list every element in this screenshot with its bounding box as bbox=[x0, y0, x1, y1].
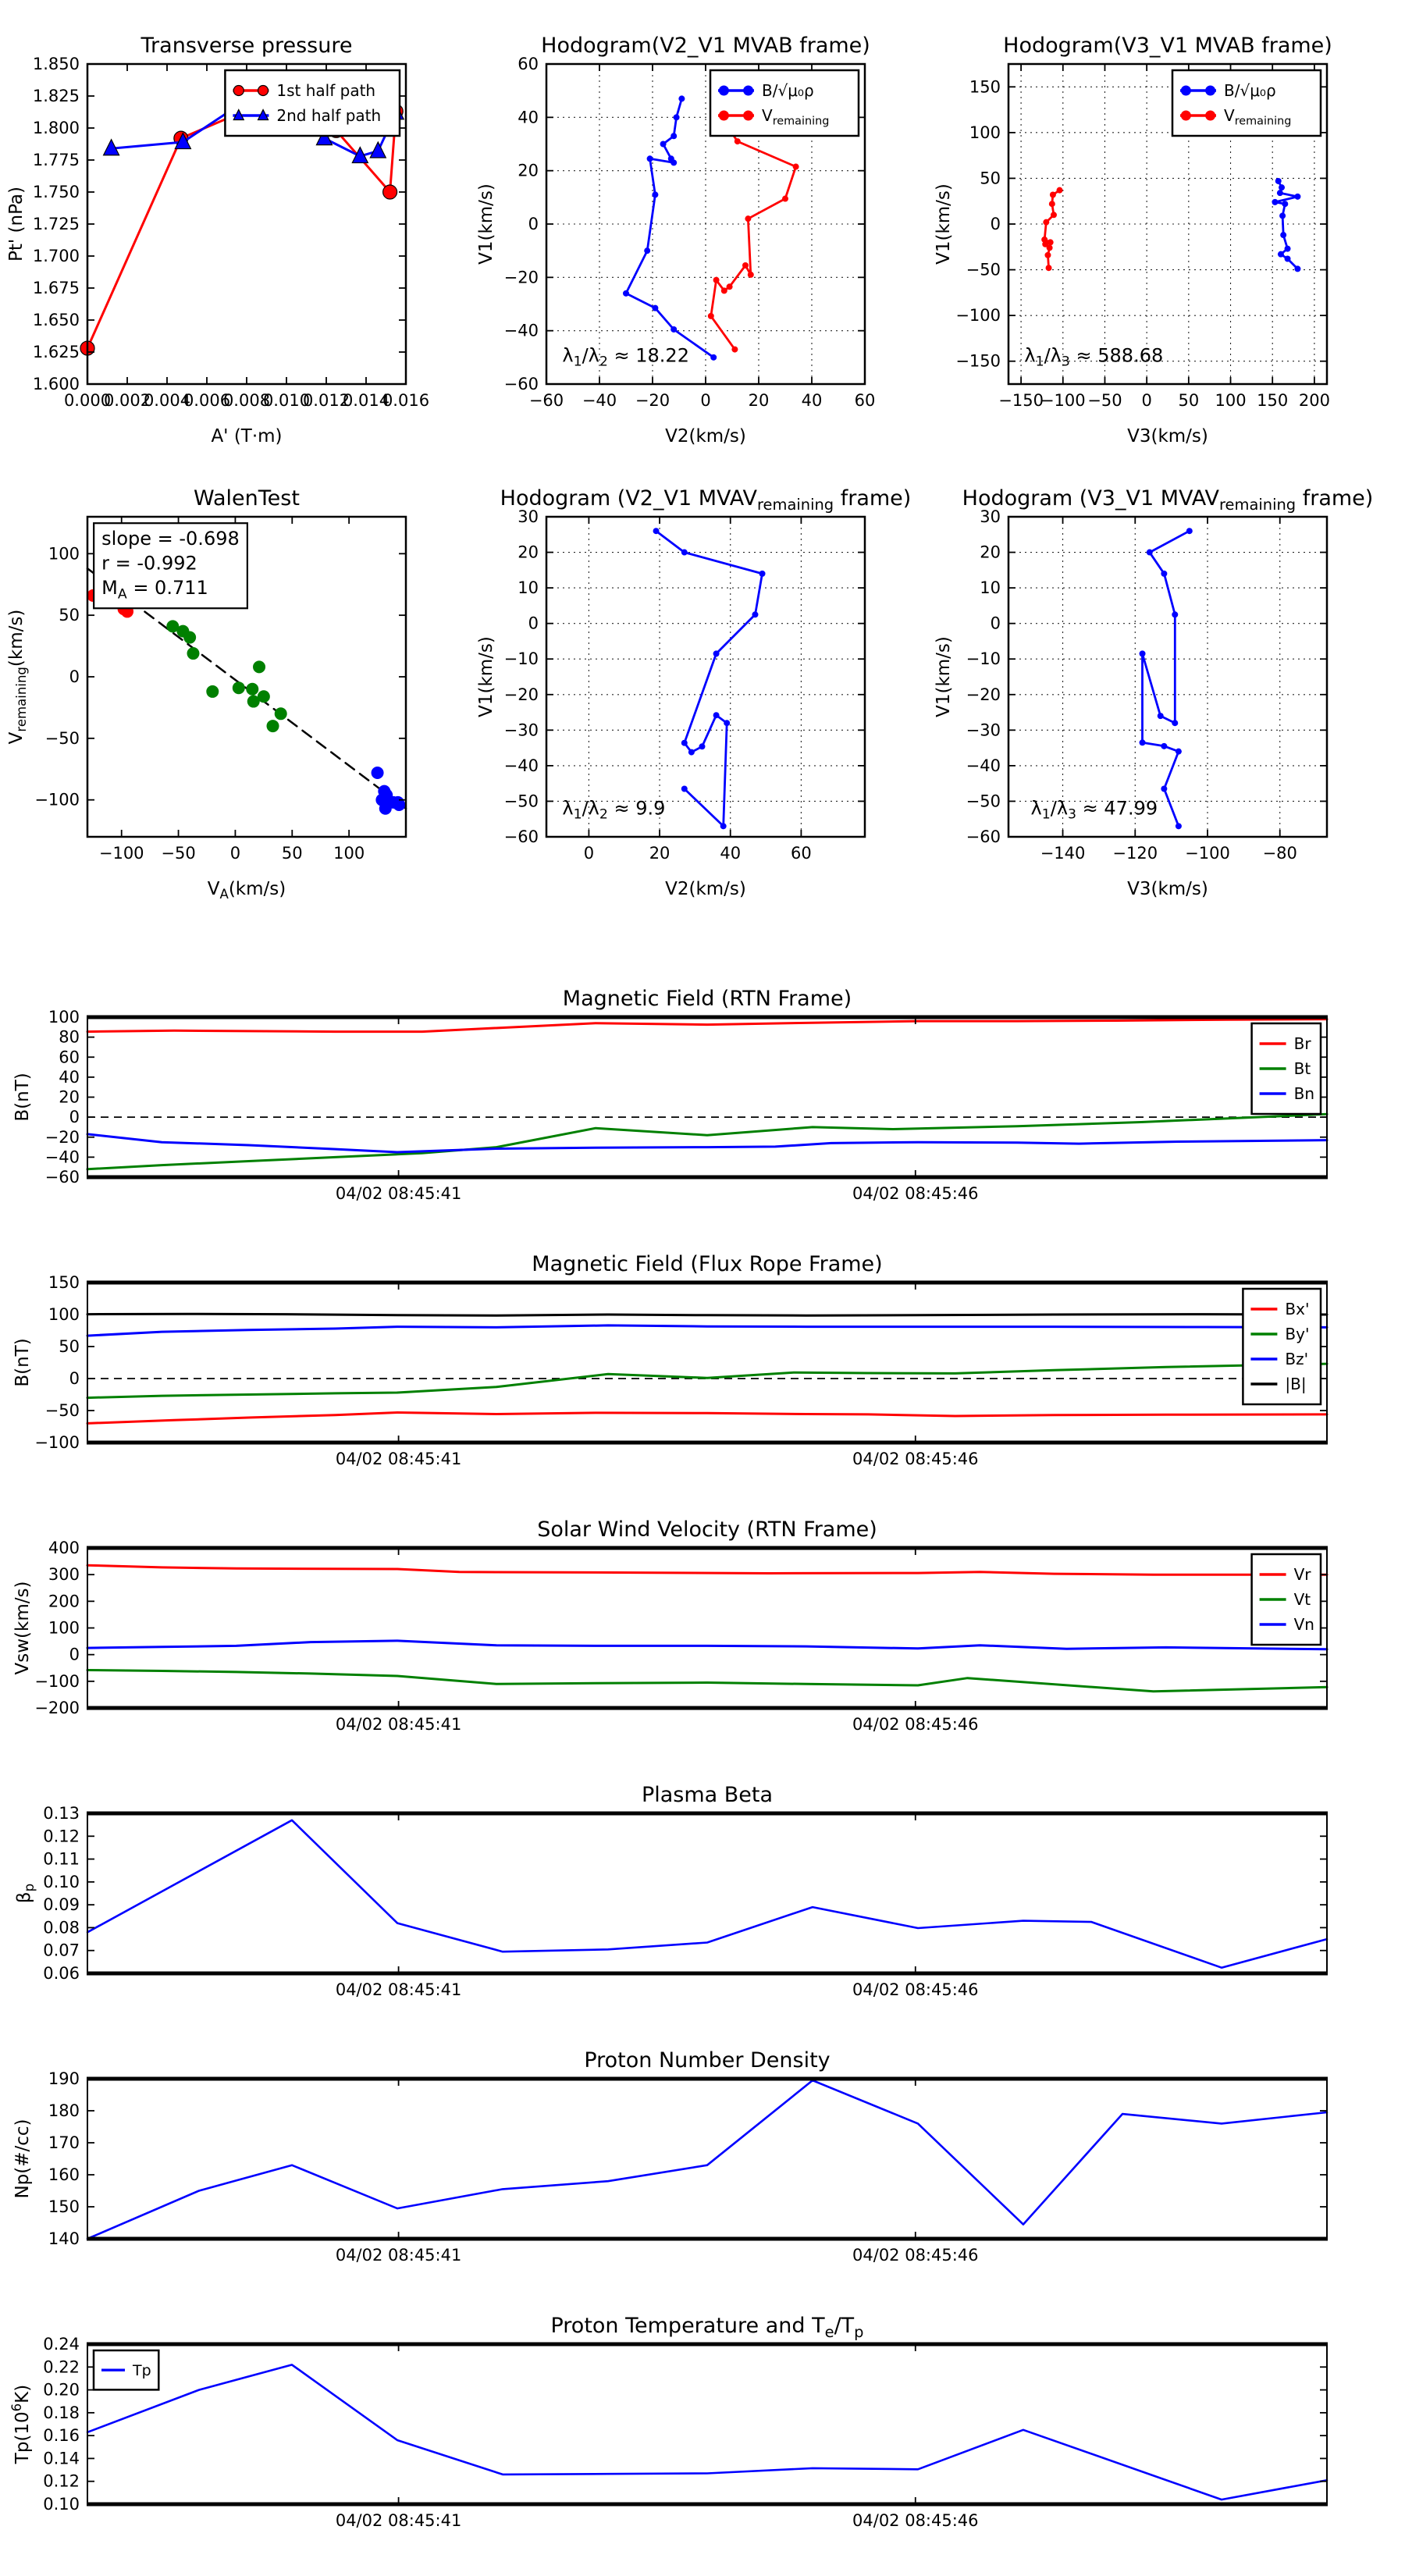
x-axis-label: $V_A(km/s)$ bbox=[207, 879, 286, 902]
plot-area bbox=[87, 2079, 1327, 2239]
chart-title: Hodogram (V3_V1 $MVAV_{remaining}$ frame) bbox=[962, 486, 1374, 514]
y-tick-label: 1.775 bbox=[32, 151, 80, 169]
y-tick-label: 40 bbox=[518, 108, 539, 127]
panel-plasma-beta bbox=[0, 1767, 1405, 2031]
series-line-Bx-prime bbox=[87, 1413, 1327, 1424]
x-tick-label: 04/02 08:45:41 bbox=[335, 1184, 462, 1203]
y-tick-label: −20 bbox=[503, 685, 539, 704]
plot-area bbox=[87, 1017, 1327, 1177]
x-tick-label: 20 bbox=[748, 391, 770, 410]
y-tick-label: 190 bbox=[48, 2069, 80, 2088]
y-axis-label: Pt' (nPa) bbox=[6, 187, 27, 262]
axis-ticks bbox=[43, 2335, 1327, 2530]
gridlines bbox=[546, 517, 865, 837]
y-tick-label: 20 bbox=[59, 1087, 80, 1107]
y-tick-label: 1.850 bbox=[32, 55, 80, 73]
series-line-Tp bbox=[87, 2361, 1327, 2500]
legend-label: B/√μ₀ρ bbox=[1224, 81, 1276, 100]
axis-ticks bbox=[504, 507, 865, 863]
legend-label: Vt bbox=[1293, 1590, 1311, 1609]
series-line-Vn bbox=[87, 1641, 1327, 1649]
y-tick-label: 200 bbox=[48, 1592, 80, 1611]
y-axis-label: V1(km/s) bbox=[476, 183, 496, 265]
y-tick-label: −100 bbox=[34, 1433, 80, 1452]
y-tick-label: 1.800 bbox=[32, 119, 80, 137]
chart-svg-hod_v3v1_mvab bbox=[921, 16, 1389, 476]
y-tick-label: 0.16 bbox=[43, 2426, 80, 2446]
y-tick-label: 100 bbox=[48, 544, 80, 564]
y-tick-label: 10 bbox=[980, 578, 1001, 598]
legend-label: B/√μ₀ρ bbox=[762, 81, 814, 100]
y-tick-label: 0.12 bbox=[43, 1827, 80, 1846]
y-axis-label: B(nT) bbox=[12, 1338, 33, 1387]
y-tick-label: 80 bbox=[59, 1027, 80, 1047]
series-markers-b-alfven bbox=[623, 95, 717, 360]
y-tick-label: 0 bbox=[69, 1108, 80, 1127]
x-tick-label: 04/02 08:45:46 bbox=[852, 1980, 979, 1999]
y-tick-label: 0 bbox=[528, 215, 539, 233]
x-tick-label: −120 bbox=[1112, 844, 1158, 863]
y-tick-label: 100 bbox=[48, 1008, 80, 1026]
y-tick-label: 0 bbox=[69, 667, 80, 686]
y-tick-label: 0 bbox=[69, 1645, 80, 1664]
y-tick-label: −20 bbox=[966, 685, 1001, 704]
y-tick-label: −40 bbox=[44, 1147, 80, 1167]
x-tick-label: 0.014 bbox=[342, 391, 390, 410]
y-tick-label: 1.600 bbox=[32, 375, 80, 393]
y-tick-label: 60 bbox=[518, 55, 539, 73]
stats-line: $M_A = 0.711$ bbox=[101, 577, 208, 603]
y-axis-label: $\beta_p$ bbox=[14, 1883, 37, 1904]
legend bbox=[225, 70, 400, 136]
x-tick-label: 40 bbox=[720, 844, 742, 863]
legend bbox=[710, 70, 859, 136]
y-tick-label: −60 bbox=[503, 827, 539, 846]
series-markers-v-path bbox=[653, 528, 766, 829]
plot-area bbox=[87, 2344, 1327, 2504]
y-tick-label: −30 bbox=[966, 720, 1001, 740]
x-tick-label: −150 bbox=[998, 391, 1044, 410]
legend-label: $V_{remaining}$ bbox=[762, 106, 830, 128]
y-tick-label: 0 bbox=[69, 1369, 80, 1388]
x-tick-label: 04/02 08:45:46 bbox=[852, 1450, 979, 1468]
x-axis-label: V3(km/s) bbox=[1127, 426, 1208, 447]
chart-svg-vsw_rtn bbox=[0, 1501, 1405, 1763]
y-tick-label: 0.22 bbox=[43, 2357, 80, 2377]
y-tick-label: 1.825 bbox=[32, 87, 80, 105]
x-tick-label: 60 bbox=[791, 844, 812, 863]
y-tick-label: 150 bbox=[48, 1273, 80, 1292]
x-tick-label: −100 bbox=[1040, 391, 1086, 410]
x-tick-label: 100 bbox=[333, 844, 365, 863]
y-tick-label: 100 bbox=[969, 123, 1001, 142]
legend bbox=[1172, 70, 1321, 136]
y-tick-label: 10 bbox=[518, 578, 539, 598]
legend bbox=[94, 2350, 158, 2389]
x-tick-label: 04/02 08:45:46 bbox=[852, 2246, 979, 2265]
stats-box bbox=[94, 523, 247, 608]
x-tick-label: 04/02 08:45:46 bbox=[852, 2511, 979, 2530]
x-tick-label: 0.012 bbox=[302, 391, 350, 410]
y-tick-label: 150 bbox=[48, 2197, 80, 2216]
chart-title: Hodogram(V2_V1 MVAB frame) bbox=[541, 34, 870, 58]
chart-title: Proton Temperature and $T_e/T_p$ bbox=[550, 2314, 864, 2341]
y-tick-label: 100 bbox=[48, 1618, 80, 1638]
x-tick-label: 0.010 bbox=[262, 391, 311, 410]
y-tick-label: 20 bbox=[518, 543, 539, 562]
y-tick-label: 0.13 bbox=[43, 1804, 80, 1823]
series-line-Bn bbox=[87, 1134, 1327, 1152]
panel-hodogram-v2v1-mvav bbox=[459, 468, 927, 932]
x-tick-label: 60 bbox=[854, 391, 876, 410]
chart-svg-b_rtn bbox=[0, 970, 1405, 1232]
y-axis-label: Np(#/cc) bbox=[12, 2119, 33, 2199]
chart-svg-hod_v3v1_mvav bbox=[921, 468, 1389, 929]
y-tick-label: 0.10 bbox=[43, 1872, 80, 1891]
x-axis-label: V2(km/s) bbox=[665, 426, 746, 447]
legend-label: By' bbox=[1285, 1325, 1310, 1343]
y-axis-label: V1(km/s) bbox=[476, 636, 496, 717]
legend-label: Vr bbox=[1293, 1565, 1311, 1584]
legend-label: 2nd half path bbox=[276, 106, 382, 125]
x-tick-label: 0 bbox=[583, 844, 595, 863]
y-axis-label: $Tp(10^6K)$ bbox=[9, 2384, 33, 2464]
x-tick-label: 04/02 08:45:41 bbox=[335, 1980, 462, 1999]
y-tick-label: −10 bbox=[966, 649, 1001, 669]
panel-proton-temperature bbox=[0, 2297, 1405, 2562]
y-tick-label: 20 bbox=[980, 543, 1001, 562]
x-tick-label: 20 bbox=[649, 844, 670, 863]
x-tick-label: 04/02 08:45:46 bbox=[852, 1184, 979, 1203]
series-line-v-path bbox=[656, 531, 763, 826]
y-tick-label: −50 bbox=[966, 792, 1001, 811]
y-tick-label: 20 bbox=[518, 161, 539, 180]
y-tick-label: −50 bbox=[44, 728, 80, 748]
chart-svg-plasma_beta bbox=[0, 1767, 1405, 2028]
series-line-beta-p bbox=[87, 1820, 1327, 1968]
series-line-Vr bbox=[87, 1565, 1327, 1574]
y-axis-label: Vsw(km/s) bbox=[12, 1581, 33, 1675]
legend-label: |B| bbox=[1285, 1375, 1307, 1393]
x-tick-label: 50 bbox=[1178, 391, 1200, 410]
y-tick-label: 140 bbox=[48, 2229, 80, 2248]
y-tick-label: −60 bbox=[966, 827, 1001, 846]
plot-area bbox=[546, 517, 865, 837]
x-tick-label: −40 bbox=[582, 391, 617, 410]
legend-label: Bt bbox=[1293, 1059, 1311, 1078]
y-tick-label: −50 bbox=[966, 260, 1001, 279]
panel-proton-density bbox=[0, 2032, 1405, 2297]
stats-line: r = -0.992 bbox=[101, 552, 197, 575]
series-line-v-remaining bbox=[711, 126, 796, 350]
x-tick-label: 04/02 08:45:46 bbox=[852, 1715, 979, 1734]
y-tick-label: 30 bbox=[518, 507, 539, 526]
y-tick-label: −10 bbox=[503, 649, 539, 669]
y-tick-label: 180 bbox=[48, 2101, 80, 2120]
panel-solar-wind-velocity bbox=[0, 1501, 1405, 1766]
y-tick-label: 0.24 bbox=[43, 2335, 80, 2354]
y-tick-label: 1.650 bbox=[32, 311, 80, 329]
annotation-text: $\lambda_1/\lambda_2 \approx 9.9$ bbox=[562, 797, 666, 823]
x-tick-label: 04/02 08:45:41 bbox=[335, 1715, 462, 1734]
chart-title: Hodogram (V2_V1 $MVAV_{remaining}$ frame) bbox=[500, 486, 912, 514]
y-tick-label: −50 bbox=[503, 792, 539, 811]
x-tick-label: 40 bbox=[801, 391, 823, 410]
x-axis-label: V2(km/s) bbox=[665, 879, 746, 899]
y-tick-label: −30 bbox=[503, 720, 539, 740]
y-tick-label: 0.20 bbox=[43, 2380, 80, 2400]
stats-line: slope = -0.698 bbox=[101, 527, 240, 550]
chart-title: WalenTest bbox=[194, 486, 300, 511]
legend bbox=[1243, 1289, 1321, 1404]
y-tick-label: 1.625 bbox=[32, 343, 80, 361]
x-axis-label: V3(km/s) bbox=[1127, 879, 1208, 899]
series-line-B-magnitude bbox=[87, 1314, 1327, 1315]
y-tick-label: 0.08 bbox=[43, 1918, 80, 1937]
panel-hodogram-v3v1-mvav bbox=[921, 468, 1389, 932]
y-tick-label: 0 bbox=[990, 215, 1001, 233]
panel-walen-test bbox=[0, 468, 468, 932]
x-tick-label: 0.008 bbox=[222, 391, 271, 410]
legend-label: Bz' bbox=[1285, 1350, 1309, 1368]
series-line-Br bbox=[87, 1019, 1327, 1032]
annotation-text: $\lambda_1/\lambda_3 \approx 588.68$ bbox=[1024, 344, 1164, 370]
chart-svg-proton_temp bbox=[0, 2297, 1405, 2559]
annotation-text: $\lambda_1/\lambda_2 \approx 18.22$ bbox=[562, 344, 689, 370]
x-tick-label: 04/02 08:45:41 bbox=[335, 1450, 462, 1468]
x-tick-label: −20 bbox=[635, 391, 670, 410]
x-tick-label: −100 bbox=[1185, 844, 1230, 863]
x-tick-label: 04/02 08:45:41 bbox=[335, 2511, 462, 2530]
y-tick-label: 0 bbox=[528, 614, 539, 633]
legend-label: Br bbox=[1293, 1034, 1311, 1053]
legend-label: Vn bbox=[1293, 1615, 1314, 1634]
y-tick-label: 1.725 bbox=[32, 215, 80, 233]
y-tick-label: 50 bbox=[59, 606, 80, 625]
y-axis-label: $V_{remaining}(km/s)$ bbox=[6, 609, 30, 745]
chart-svg-b_fluxrope bbox=[0, 1236, 1405, 1497]
x-tick-label: 0.016 bbox=[382, 391, 430, 410]
panel-hodogram-v3v1-mvab bbox=[921, 16, 1389, 479]
legend bbox=[1252, 1554, 1321, 1645]
y-tick-label: −60 bbox=[503, 375, 539, 393]
series-line-Bz-prime bbox=[87, 1325, 1327, 1336]
panel-magnetic-field-rtn bbox=[0, 970, 1405, 1235]
y-tick-label: 30 bbox=[980, 507, 1001, 526]
panel-magnetic-field-fluxrope bbox=[0, 1236, 1405, 1500]
x-tick-label: 0.002 bbox=[103, 391, 151, 410]
x-tick-label: 150 bbox=[1257, 391, 1289, 410]
y-tick-label: 1.750 bbox=[32, 183, 80, 201]
legend-label: Tp bbox=[133, 2361, 151, 2379]
x-tick-label: 0.006 bbox=[183, 391, 231, 410]
chart-title: Solar Wind Velocity (RTN Frame) bbox=[537, 1517, 877, 1542]
x-tick-label: 100 bbox=[1215, 391, 1247, 410]
x-tick-label: −50 bbox=[1087, 391, 1122, 410]
y-tick-label: 0.14 bbox=[43, 2449, 80, 2468]
plot-area bbox=[1008, 517, 1327, 837]
series-markers-v-remaining bbox=[708, 123, 799, 353]
y-tick-label: −100 bbox=[34, 790, 80, 809]
y-tick-label: 0.06 bbox=[43, 1964, 80, 1983]
y-tick-label: −150 bbox=[955, 351, 1001, 371]
y-tick-label: −50 bbox=[44, 1401, 80, 1420]
y-tick-label: −40 bbox=[503, 756, 539, 775]
y-tick-label: −20 bbox=[44, 1127, 80, 1147]
chart-title: Proton Number Density bbox=[584, 2048, 831, 2073]
x-tick-label: 04/02 08:45:41 bbox=[335, 2246, 462, 2265]
y-tick-label: 0.11 bbox=[43, 1849, 80, 1869]
y-tick-label: 1.675 bbox=[32, 279, 80, 297]
chart-title: Magnetic Field (RTN Frame) bbox=[562, 987, 852, 1011]
y-tick-label: 170 bbox=[48, 2133, 80, 2152]
chart-svg-hod_v2v1_mvab bbox=[459, 16, 927, 476]
panel-transverse-pressure bbox=[0, 16, 468, 479]
x-tick-label: −80 bbox=[1262, 844, 1297, 863]
y-tick-label: −60 bbox=[44, 1168, 80, 1187]
y-tick-label: 100 bbox=[48, 1305, 80, 1324]
y-tick-label: 0 bbox=[990, 614, 1001, 633]
chart-title: Plasma Beta bbox=[641, 1783, 774, 1807]
series-line-Np bbox=[87, 2080, 1327, 2239]
y-tick-label: 0.18 bbox=[43, 2403, 80, 2422]
x-tick-label: 50 bbox=[281, 844, 303, 863]
y-axis-label: V1(km/s) bbox=[934, 636, 954, 717]
y-tick-label: 0.10 bbox=[43, 2495, 80, 2514]
series-line-first-half-path bbox=[87, 102, 396, 348]
x-tick-label: −100 bbox=[98, 844, 144, 863]
y-axis-label: B(nT) bbox=[12, 1073, 33, 1122]
annotation-text: $\lambda_1/\lambda_3 \approx 47.99$ bbox=[1030, 797, 1158, 823]
y-tick-label: 60 bbox=[59, 1048, 80, 1067]
y-tick-label: −20 bbox=[503, 268, 539, 287]
axis-ticks bbox=[34, 1273, 1327, 1468]
plot-area bbox=[87, 1283, 1327, 1443]
x-tick-label: 0.004 bbox=[143, 391, 191, 410]
panel-hodogram-v2v1-mvab bbox=[459, 16, 927, 479]
axis-ticks bbox=[43, 1804, 1327, 1999]
legend-label: $V_{remaining}$ bbox=[1224, 106, 1292, 128]
legend bbox=[1252, 1023, 1321, 1114]
chart-svg-transverse_pressure bbox=[0, 16, 468, 476]
y-tick-label: 400 bbox=[48, 1539, 80, 1557]
series-line-By-prime bbox=[87, 1364, 1327, 1398]
legend-label: 1st half path bbox=[276, 81, 376, 100]
y-tick-label: 50 bbox=[980, 169, 1001, 188]
y-tick-label: −200 bbox=[34, 1699, 80, 1717]
x-tick-label: −60 bbox=[528, 391, 564, 410]
series-line-b-alfven bbox=[626, 98, 713, 357]
y-tick-label: 0.09 bbox=[43, 1895, 80, 1915]
y-tick-label: 0.12 bbox=[43, 2471, 80, 2491]
y-tick-label: −40 bbox=[503, 321, 539, 340]
y-axis-label: V1(km/s) bbox=[934, 183, 954, 265]
axis-ticks bbox=[48, 2069, 1327, 2265]
series-line-Vt bbox=[87, 1670, 1327, 1692]
x-tick-label: 0 bbox=[229, 844, 241, 863]
x-tick-label: 0 bbox=[1141, 391, 1152, 410]
chart-title: Transverse pressure bbox=[140, 34, 353, 58]
x-tick-label: 200 bbox=[1298, 391, 1330, 410]
plot-area bbox=[87, 1813, 1327, 1973]
y-tick-label: 40 bbox=[59, 1067, 80, 1087]
series-markers-b-alfven bbox=[1272, 178, 1300, 272]
axis-ticks bbox=[45, 1008, 1327, 1203]
chart-svg-walen_test bbox=[0, 468, 468, 929]
x-tick-label: 0 bbox=[700, 391, 711, 410]
y-tick-label: 150 bbox=[969, 77, 1001, 97]
x-tick-label: −50 bbox=[161, 844, 196, 863]
x-tick-label: 0.000 bbox=[63, 391, 112, 410]
y-tick-label: 300 bbox=[48, 1565, 80, 1585]
y-tick-label: −100 bbox=[34, 1671, 80, 1691]
legend-label: Bn bbox=[1293, 1084, 1315, 1103]
chart-title: Hodogram(V3_V1 MVAB frame) bbox=[1003, 34, 1332, 58]
y-tick-label: −40 bbox=[966, 756, 1001, 775]
legend-label: Bx' bbox=[1285, 1300, 1310, 1318]
y-tick-label: 160 bbox=[48, 2165, 80, 2184]
series-markers-core-points bbox=[166, 620, 286, 732]
x-tick-label: −140 bbox=[1040, 844, 1086, 863]
chart-svg-proton_density bbox=[0, 2032, 1405, 2293]
chart-title: Magnetic Field (Flux Rope Frame) bbox=[532, 1252, 883, 1276]
y-tick-label: 0.07 bbox=[43, 1941, 80, 1960]
y-tick-label: 50 bbox=[59, 1337, 80, 1356]
gridlines bbox=[1008, 517, 1327, 837]
chart-svg-hod_v2v1_mvav bbox=[459, 468, 927, 929]
y-tick-label: −100 bbox=[955, 306, 1001, 326]
x-axis-label: A' (T·m) bbox=[211, 426, 283, 447]
series-markers-outbound-points bbox=[372, 767, 406, 815]
y-tick-label: 1.700 bbox=[32, 247, 80, 265]
